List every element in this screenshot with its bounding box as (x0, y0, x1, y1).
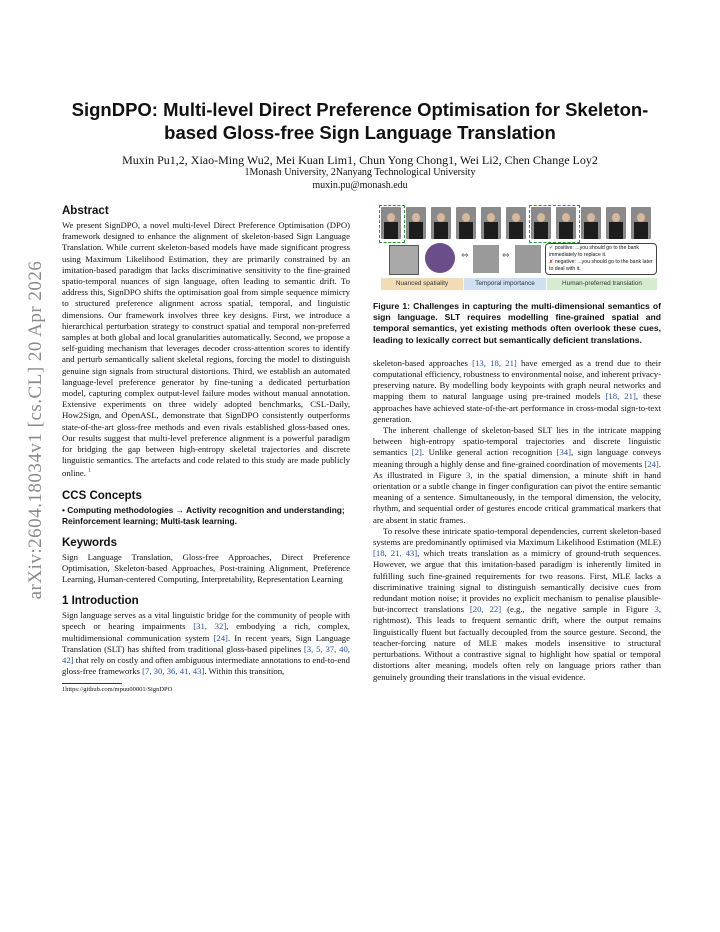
citation[interactable]: [2] (411, 447, 422, 458)
left-column (62, 205, 350, 694)
zoom-frame (389, 245, 419, 275)
zoom-circle (425, 243, 455, 273)
legend-spatial: Nuanced spatiality (381, 278, 463, 290)
ccs-heading: CCS Concepts (62, 489, 142, 502)
citation[interactable]: [7, 30, 36, 41, 43] (142, 666, 205, 677)
paper-title: SignDPO: Multi-level Direct Preference Optimisation for Skeleton-based Gloss-free Sign Language Translation (71, 99, 649, 143)
intro-heading: 1 Introduction (62, 595, 139, 608)
citation[interactable]: [18, 21] (605, 391, 636, 402)
footnote-mark[interactable]: 1 (88, 468, 92, 475)
video-frame (431, 207, 451, 239)
check-icon: ✔ (549, 245, 554, 251)
video-frame (631, 207, 651, 239)
right-column (373, 205, 661, 683)
affiliations: 1Monash University, 2Nanyang Technological University (244, 167, 476, 178)
citation[interactable]: [24] (213, 632, 228, 643)
citation[interactable]: [34] (556, 447, 572, 458)
keywords-heading: Keywords (62, 536, 117, 549)
citation[interactable]: [24] (644, 458, 659, 469)
temporal-frame (515, 245, 541, 273)
ccs-text: • Computing methodologies → Activity recognition and understanding; Reinforcement learning; Multi-task learning. (62, 504, 345, 526)
figure-ref[interactable]: 3 (654, 604, 659, 615)
swap-icon: ⇔ (461, 251, 469, 261)
negative-sample: ✘ negative: ...you should go to the bank later to deal with it. (549, 259, 653, 272)
highlight-box (529, 205, 580, 243)
citation[interactable]: [13, 18, 21] (472, 357, 517, 368)
footnote-rule (62, 683, 122, 684)
footnote[interactable]: 1https://github.com/mpuu00001/SignDPO (62, 686, 173, 694)
arxiv-stamp: arXiv:2604.18034v1 [cs.CL] 20 Apr 2026 (25, 260, 46, 600)
swap-icon: ⇔ (502, 251, 510, 261)
paragraph: skeleton-based approaches [13, 18, 21] have emerged as a trend due to their computational efficiency, robustness to environmental noise, and inherent privacy-preserving nature. By modelling body keypoints with graph neural networks and mapping them to natural language using pre-trained models [18, 21], these approaches have achieved state-of-the-art performance in cross-modal sign-to-text generation. (373, 357, 661, 424)
video-frame (456, 207, 476, 239)
citation[interactable]: [31, 32] (193, 621, 227, 632)
positive-sample: ✔ positive: ...you should go to the bank immediately to replace it. (549, 245, 640, 258)
citation[interactable]: [20, 22] (469, 604, 502, 615)
abstract-text: We present SignDPO, a novel multi-level Direct Preference Optimisation (DPO) framework designed to enhance the alignment of skeleton-based Sign Language Translation. While current skeleton-based models have made significant progress using Maximum Likelihood Estimation, they are primarily constrained by an imitation-based paradigm that lacks discriminative sensitivity to the fine-grained spatio-temporal nuances of sign language, often leading to semantic drift. To address this, SignDPO shifts the optimisation goal from simple sequence mimicry to structured preference alignment across spatial, temporal, and linguistic dimensions. Our framework involves three key designs. First, we introduce a hierarchical perturbation strategy to construct spatial and temporal non-preferred samples at both global and local granularities automatically. Second, we propose a self-guiding mechanism that leverages decoder cross-attention scores to identify and perturb semantically salient skeletal regions, forcing the model to distinguish genuine sign signals from structural distortions. Third, we establish an automated language-level preference generator by fine-tuning a dedicated perturbation model, capturing complex output-level failure modes without manual annotation. Extensive experiments on three widely adopted benchmarks, CSL-Daily, How2Sign, and OpenASL, demonstrate that SignDPO consistently outperforms state-of-the-art gloss-free methods and even rivals established gloss-based ones. Our results suggest that multi-level preference alignment is a powerful paradigm for bridging the gap between high-entropy skeletal trajectories and discrete linguistic semantics. The artefacts and code related to this study are made publicly online. $^1$ (62, 220, 350, 479)
highlight-box (379, 205, 405, 243)
email[interactable]: muxin.pu@monash.edu (312, 180, 408, 191)
video-frame (481, 207, 501, 239)
keywords-text: Sign Language Translation, Gloss-free Approaches, Direct Preference Optimisation, Skeleton-based Approaches, Post-training Alignment, Preference Learning, Human-centered Computing, Interpretability, Representation Learning (62, 551, 350, 584)
right-body (373, 358, 661, 683)
intro-paragraph: Sign language serves as a vital linguistic bridge for the community of people with speech or hearing impairments [31, 32], embodying a rich, complex, multidimensional communication system [24]. In recent years, Sign Language Translation (SLT) has shifted from traditional gloss-based pipelines [3, 5, 37, 40, 42] that rely on costly and often ambiguous intermediate annotations to end-to-end gloss-free frameworks [7, 30, 36, 41, 43]. Within this transition, (62, 610, 351, 677)
video-frame (581, 207, 601, 239)
legend-temporal: Temporal importance (464, 278, 546, 290)
temporal-frame (473, 245, 499, 273)
citation[interactable]: [18, 21, 43] (373, 548, 418, 559)
citation[interactable]: [3, 5, 37, 40, 42] (62, 643, 350, 665)
translation-box (545, 243, 657, 275)
video-frame (506, 207, 526, 239)
legend-human: Human-preferred translation (547, 278, 657, 290)
video-frame (606, 207, 626, 239)
video-frame (406, 207, 426, 239)
cross-icon: ✘ (549, 259, 554, 265)
authors: Muxin Pu1,2, Xiao-Ming Wu2, Mei Kuan Lim1, Chun Yong Chong1, Wei Li2, Chen Change Loy2 (122, 153, 598, 167)
paragraph: The inherent challenge of skeleton-based SLT lies in the intricate mapping between high-entropy spatio-temporal trajectories and discrete linguistic semantics [2]. Unlike general action recognition [34], sign language conveys meaning through a highly dense and fine-grained coordination of movements [24]. As illustrated in Figure 3, in the spatial dimension, a minute shift in hand orientation or a subtle change in finger configuration can pivot the entire semantic meaning of a sentence. Simultaneously, in the temporal dimension, the velocity, rhythm, and sequential order of gestures encode critical grammatical markers that are absent in static frames. (373, 425, 662, 525)
figure-caption: Figure 1: Challenges in capturing the multi-dimensional semantics of sign language. SLT requires modelling fine-grained spatial and temporal semantics, yet existing methods often overlook these cues, leading to lexically correct but semantically deficient translations. (373, 301, 661, 345)
figure-1 (373, 205, 661, 291)
figure-ref[interactable]: 3 (465, 469, 471, 480)
abstract-heading: Abstract (62, 205, 109, 217)
paragraph: To resolve these intricate spatio-temporal dependencies, current skeleton-based systems are predominantly optimised via Maximum Likelihood Estimation (MLE) [18, 21, 43], which treats translation as a mimicry of ground-truth sequences. However, we argue that this imitation-based paradigm is inherently limited in fulfilling such fine-grained requirements for two reasons. First, MLE lacks a discriminative training signal to distinguish semantically decisive cues from redundant motion noise; it provides no explicit mechanism to penalise plausible-but-incorrect translations [20, 22] (e.g., the negative sample in Figure 3, rightmost). This leads to frequent semantic drift, where the output remains linguistically fluent but factually decoupled from the source gesture. Second, the teacher-forcing nature of MLE makes models insensitive to structural perturbations. Without a contrastive signal to highlight how spatial or temporal distortions alter meaning, models often rely on language priors rather than genuinely grounding their translations in the visual evidence. (373, 525, 661, 682)
